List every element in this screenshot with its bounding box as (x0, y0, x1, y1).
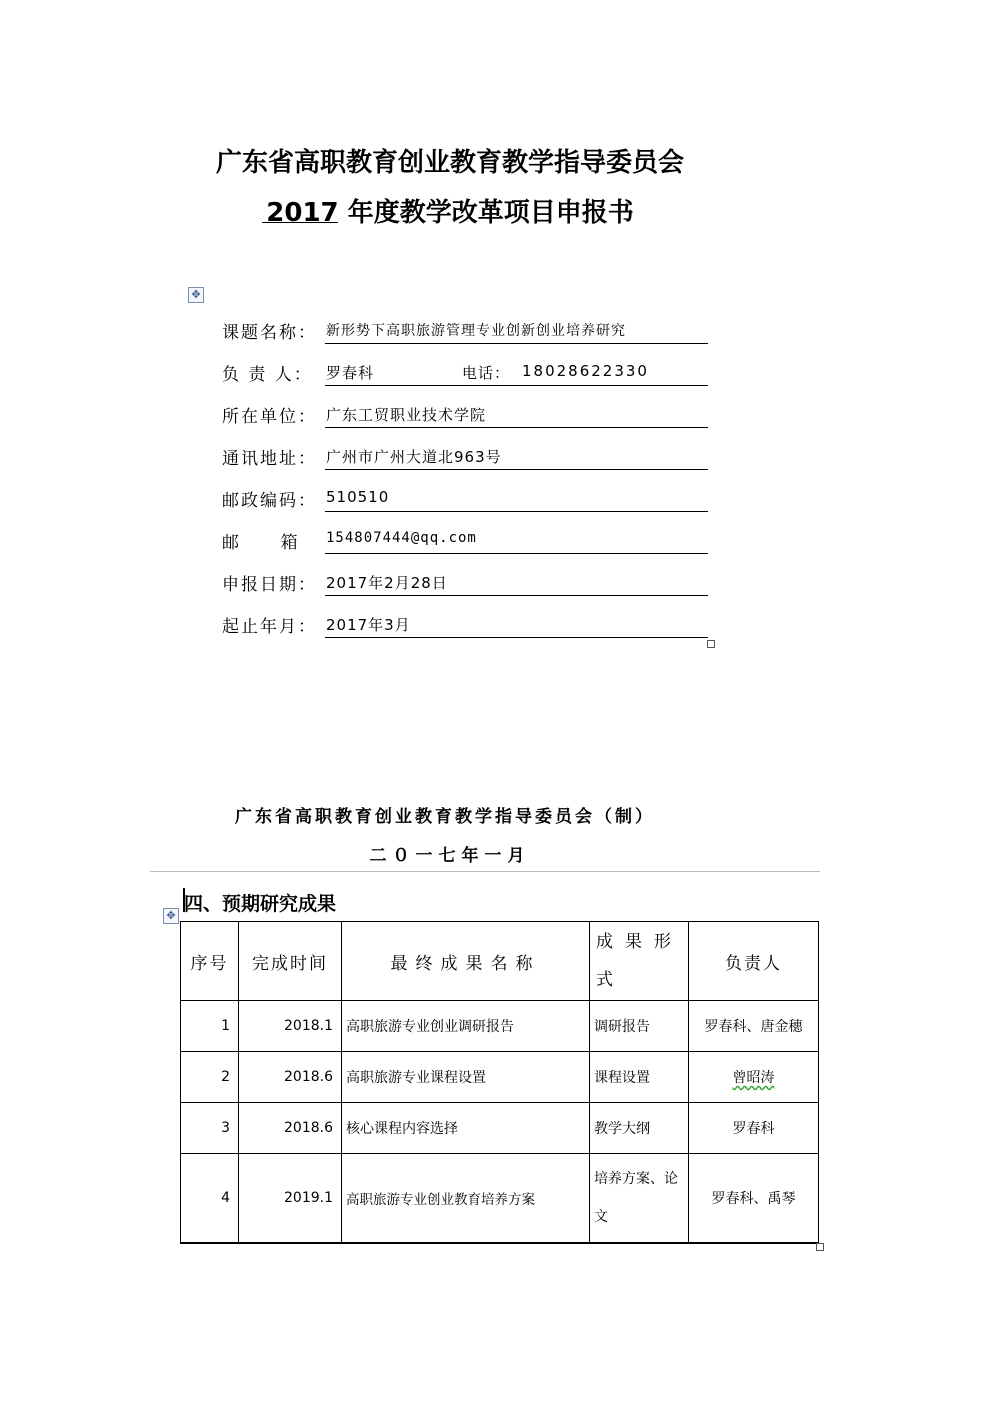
section-heading: 四、预期研究成果 (184, 893, 337, 915)
header-form: 成果形式 (590, 922, 689, 1001)
cell-time: 2019.1 (239, 1154, 342, 1243)
phone-label: 电话： (462, 364, 511, 382)
info-row-unit (222, 396, 708, 436)
cell-form: 培养方案、论文 (590, 1154, 689, 1243)
cell-lead: 罗春科、禹琴 (689, 1154, 819, 1243)
cell-lead: 罗春科 (689, 1103, 819, 1154)
cell-name: 高职旅游专业课程设置 (342, 1052, 590, 1103)
info-value: 2017年2月28日 (326, 574, 448, 592)
cell-time: 2018.1 (239, 1001, 342, 1052)
info-value: 罗春科 (326, 364, 375, 382)
cell-lead: 罗春科、唐金穗 (689, 1001, 819, 1052)
organization-name: 广东省高职教育创业教育教学指导委员会（制） (235, 807, 655, 827)
table-row (181, 1154, 819, 1243)
info-row-leader (222, 354, 708, 394)
table-row (181, 1001, 819, 1052)
info-label: 申报日期： (222, 575, 317, 595)
info-row-address (222, 438, 708, 478)
document-subtitle: 2017 年度教学改革项目申报书 (266, 198, 634, 228)
header-name: 最终成果名称 (342, 922, 590, 1001)
results-table (180, 921, 819, 1244)
year-underline (262, 222, 338, 223)
info-label: 邮 箱 (222, 533, 302, 553)
cell-form: 教学大纲 (590, 1103, 689, 1154)
info-value: 广东工贸职业技术学院 (326, 406, 487, 424)
table-resize-handle[interactable] (707, 640, 715, 648)
underline (325, 343, 708, 344)
info-label: 负 责 人： (222, 365, 313, 385)
header-no: 序号 (181, 922, 239, 1001)
info-row-email (222, 522, 708, 562)
info-row-postcode (222, 480, 708, 520)
header-lead: 负责人 (689, 922, 819, 1001)
underline (325, 637, 708, 638)
underline (325, 553, 708, 554)
info-row-project-name (222, 312, 708, 352)
cell-form: 调研报告 (590, 1001, 689, 1052)
cell-name: 高职旅游专业创业调研报告 (342, 1001, 590, 1052)
info-row-period (222, 606, 708, 646)
underline (325, 469, 708, 470)
info-label: 通讯地址： (222, 449, 317, 469)
underline (325, 385, 708, 386)
cell-no: 3 (181, 1103, 239, 1154)
cell-lead: 曾昭涛 (732, 1070, 775, 1086)
info-value: 510510 (326, 488, 390, 506)
info-label: 课题名称： (222, 323, 317, 343)
info-value: 新形势下高职旅游管理专业创新创业培养研究 (326, 323, 626, 339)
cell-form: 课程设置 (590, 1052, 689, 1103)
cell-time: 2018.6 (239, 1052, 342, 1103)
table-move-handle-icon[interactable]: ✥ (188, 287, 204, 303)
document-title: 广东省高职教育创业教育教学指导委员会 (215, 148, 684, 178)
info-label: 起止年月： (222, 617, 317, 637)
info-value: 154807444@qq.com (326, 530, 477, 546)
underline (325, 595, 708, 596)
underline (325, 511, 708, 512)
phone-value: 18028622330 (522, 362, 649, 380)
table-header-row (181, 922, 819, 1001)
cell-no: 4 (181, 1154, 239, 1243)
header-time: 完成时间 (239, 922, 342, 1001)
info-label: 邮政编码： (222, 491, 317, 511)
cell-name: 高职旅游专业创业教育培养方案 (342, 1154, 590, 1243)
table-row (181, 1103, 819, 1154)
cell-no: 1 (181, 1001, 239, 1052)
cell-name: 核心课程内容选择 (342, 1103, 590, 1154)
issue-date: 二０一七年一月 (369, 846, 531, 866)
underline (325, 427, 708, 428)
cell-no: 2 (181, 1052, 239, 1103)
table-move-handle-icon[interactable]: ✥ (163, 908, 179, 924)
info-label: 所在单位： (222, 407, 317, 427)
table-resize-handle[interactable] (816, 1243, 824, 1251)
info-row-apply-date (222, 564, 708, 604)
info-value: 广州市广州大道北963号 (326, 448, 502, 466)
page-break-line (150, 871, 820, 872)
cell-time: 2018.6 (239, 1103, 342, 1154)
table-row (181, 1052, 819, 1103)
info-value: 2017年3月 (326, 616, 411, 634)
